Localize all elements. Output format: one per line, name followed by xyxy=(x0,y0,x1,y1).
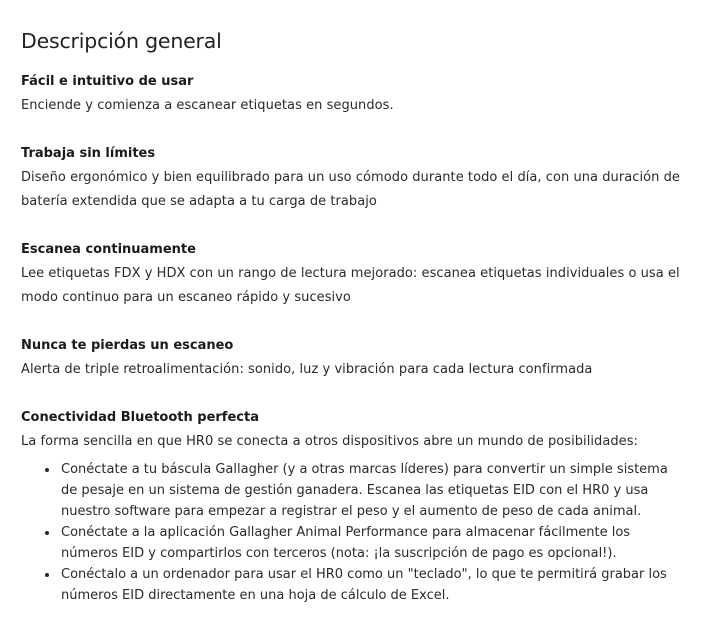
section-heading: Conectividad Bluetooth perfecta xyxy=(21,410,259,425)
section-never-miss xyxy=(21,334,683,382)
list-item: • Conéctate a tu báscula Gallagher (y a otras marcas líderes) para convertir un simple sistema de pesaje en un sistema de gestión ganadera. Escanea las etiquetas EID con el HR0 y usa nuestro software para empezar a registrar el peso y el aumento de peso de cada animal. xyxy=(59,459,683,522)
section-heading: Trabaja sin límites xyxy=(21,146,156,161)
section-text: Enciende y comienza a escanear etiquetas en segundos. xyxy=(21,98,394,113)
section-continuous-scan xyxy=(21,238,683,310)
section-text: Diseño ergonómico y bien equilibrado para un uso cómodo durante todo el día, con una duración de batería extendida que se adapta a tu carga de trabajo xyxy=(21,170,680,209)
section-heading: Nunca te pierdas un escaneo xyxy=(21,338,234,353)
section-heading: Fácil e intuitivo de usar xyxy=(21,74,194,89)
section-text: Lee etiquetas FDX y HDX con un rango de lectura mejorado: escanea etiquetas individuales o usa el modo continuo para un escaneo rápido y sucesivo xyxy=(21,266,680,305)
section-text: La forma sencilla en que HR0 se conecta a otros dispositivos abre un mundo de posibilidades: xyxy=(21,434,638,449)
section-heading: Escanea continuamente xyxy=(21,242,196,257)
list-item: • Conéctate a la aplicación Gallagher Animal Performance para almacenar fácilmente los números EID y compartirlos con terceros (nota: ¡la suscripción de pago es opcional!). xyxy=(59,522,683,564)
list-item: • Conéctalo a un ordenador para usar el HR0 como un "teclado", lo que te permitirá grabar los números EID directamente en una hoja de cálculo de Excel. xyxy=(59,564,683,606)
bullet-list xyxy=(21,459,683,606)
section-no-limits xyxy=(21,142,683,214)
page-title: Descripción general xyxy=(21,29,222,53)
section-easy-to-use xyxy=(21,70,683,118)
section-text: Alerta de triple retroalimentación: sonido, luz y vibración para cada lectura confirmada xyxy=(21,362,593,377)
section-bluetooth xyxy=(21,406,683,606)
